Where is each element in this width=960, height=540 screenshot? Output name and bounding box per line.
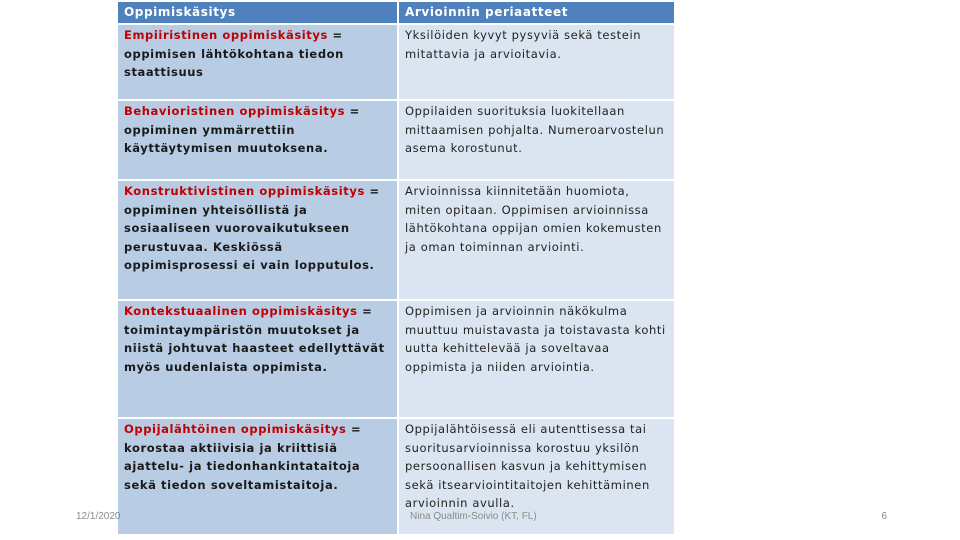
concept-definition: korostaa aktiivisia ja kriittisiä ajattelu- ja tiedonhankintataitoja sekä tiedon soveltamistaitoja. (124, 440, 361, 492)
footer-author: Nina Qualtim-Soivio (KT, FL) (410, 511, 537, 522)
table-row (118, 300, 674, 418)
equals-sign: = (357, 304, 373, 318)
table-row (118, 24, 674, 100)
concept-cell (118, 100, 398, 180)
concept-term: Behavioristinen oppimiskäsitys (124, 104, 346, 118)
assessment-cell: Oppimisen ja arvioinnin näkökulma muuttuu muistavasta ja toistavasta kohti uutta kehittelevää ja soveltavaa oppimista ja niiden arviointia. (398, 300, 674, 418)
assessment-cell: Arvioinnissa kiinnitetään huomiota, miten opitaan. Oppimisen arvioinnissa lähtökohtana oppijan omien kokemusten ja oman toiminnan arviointi. (398, 180, 674, 300)
slide-number: 6 (881, 511, 887, 522)
concept-definition: oppiminen yhteisöllistä ja sosiaaliseen vuorovaikutukseen perustuvaa. Keskiössä oppimisprosessi ei vain lopputulos. (124, 202, 375, 273)
table-row (118, 100, 674, 180)
equals-sign: = (327, 28, 343, 42)
header-learning-concept: Oppimiskäsitys (118, 2, 398, 24)
table-row (118, 418, 674, 534)
table-header-row (118, 2, 674, 24)
concept-term: Kontekstuaalinen oppimiskäsitys (124, 304, 358, 318)
footer-date: 12/1/2020 (76, 511, 121, 522)
concept-term: Konstruktivistinen oppimiskäsitys (124, 184, 365, 198)
header-assessment-principles: Arvioinnin periaatteet (398, 2, 674, 24)
concept-term: Oppijalähtöinen oppimiskäsitys (124, 422, 347, 436)
concept-cell (118, 24, 398, 100)
concept-cell (118, 180, 398, 300)
concept-term: Empiiristinen oppimiskäsitys (124, 28, 328, 42)
learning-concepts-table (118, 2, 674, 534)
concept-definition: oppimisen lähtökohtana tiedon staattisuus (124, 46, 344, 80)
concept-cell (118, 300, 398, 418)
concept-definition: oppiminen ymmärrettiin käyttäytymisen muutoksena. (124, 122, 329, 156)
equals-sign: = (346, 422, 362, 436)
equals-sign: = (364, 184, 380, 198)
assessment-cell: Oppijalähtöisessä eli autenttisessa tai suoritusarvioinnissa korostuu yksilön persoonallisen kasvun ja kehittymisen sekä itsearviointitaitojen kehittäminen arvioinnin avulla. (398, 418, 674, 534)
equals-sign: = (345, 104, 360, 118)
assessment-cell: Yksilöiden kyvyt pysyviä sekä testein mitattavia ja arvioitavia. (398, 24, 674, 100)
concept-definition: toimintaympäristön muutokset ja niistä johtuvat haasteet edellyttävät myös uudenlaista oppimista. (124, 322, 385, 374)
concept-cell (118, 418, 398, 534)
assessment-cell: Oppilaiden suorituksia luokitellaan mittaamisen pohjalta. Numeroarvostelun asema korostunut. (398, 100, 674, 180)
table-row (118, 180, 674, 300)
